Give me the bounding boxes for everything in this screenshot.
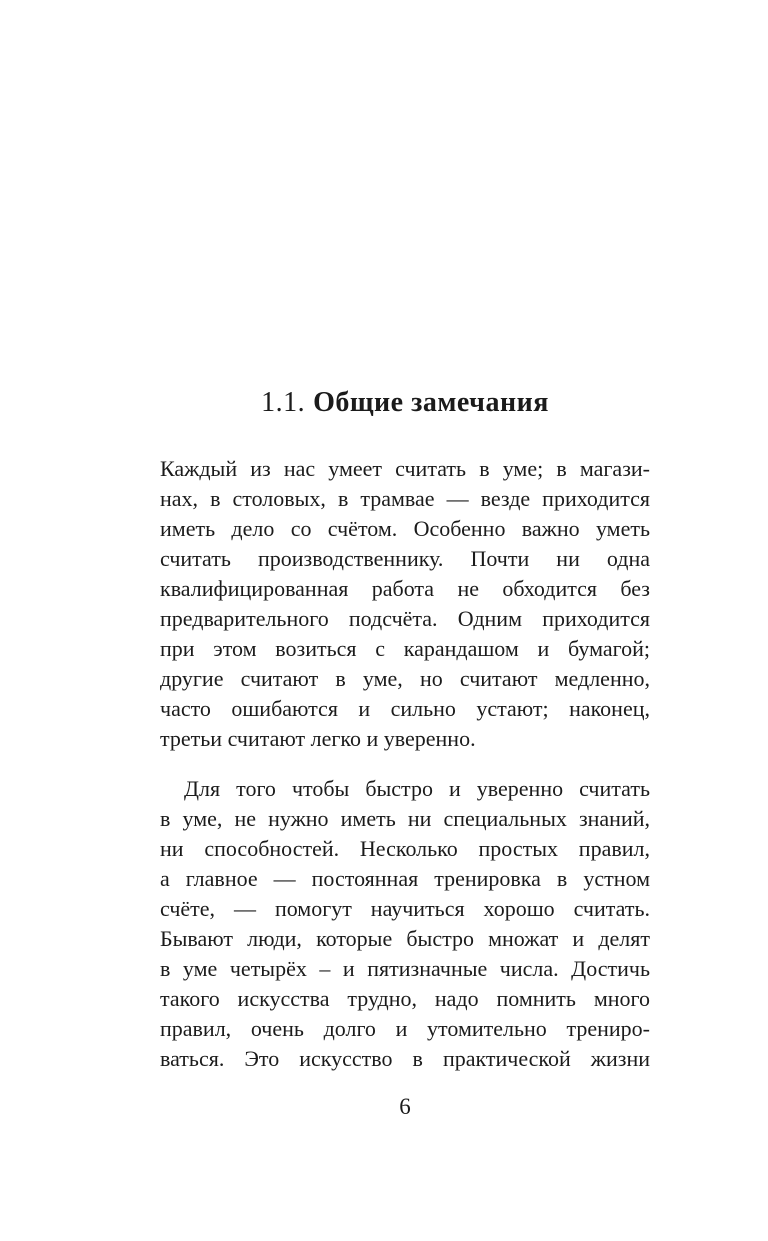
text-line: третьи считают легко и уверенно.	[160, 726, 476, 751]
page-number: 6	[399, 1094, 411, 1119]
text-line: предварительного подсчёта. Одним приходится	[160, 606, 650, 631]
text-line: а главное — постоянная тренировка в устном	[160, 866, 650, 891]
section-title: Общие замечания	[313, 387, 549, 418]
text-line: иметь дело со счётом. Особенно важно уметь	[160, 516, 650, 541]
text-line: Каждый из нас умеет считать в уме; в магази-	[160, 456, 650, 481]
text-line: часто ошибаются и сильно устают; наконец,	[160, 696, 650, 721]
text-line: нах, в столовых, в трамвае — везде приходится	[160, 486, 650, 511]
text-line: Для того чтобы быстро и уверенно считать	[184, 776, 650, 801]
paragraph	[160, 454, 650, 754]
page-content	[160, 386, 650, 1094]
text-line: ваться. Это искусство в практической жизни	[160, 1046, 650, 1071]
body-text	[160, 454, 650, 1074]
text-line: квалифицированная работа не обходится без	[160, 576, 650, 601]
text-line: в уме четырёх – и пятизначные числа. Достичь	[160, 956, 650, 981]
text-line: считать производственнику. Почти ни одна	[160, 546, 650, 571]
text-line: в уме, не нужно иметь ни специальных знаний,	[160, 806, 650, 831]
text-line: такого искусства трудно, надо помнить много	[160, 986, 650, 1011]
text-line: другие считают в уме, но считают медленно,	[160, 666, 650, 691]
text-line: счёте, — помогут научиться хорошо считать.	[160, 896, 650, 921]
text-line: ни способностей. Несколько простых правил,	[160, 836, 650, 861]
paragraph	[160, 774, 650, 1074]
text-line: Бывают люди, которые быстро множат и делят	[160, 926, 650, 951]
text-line: при этом возиться с карандашом и бумагой;	[160, 636, 650, 661]
text-line: правил, очень долго и утомительно трениро-	[160, 1016, 650, 1041]
section-number: 1.1.	[261, 387, 306, 418]
section-heading	[160, 386, 650, 420]
